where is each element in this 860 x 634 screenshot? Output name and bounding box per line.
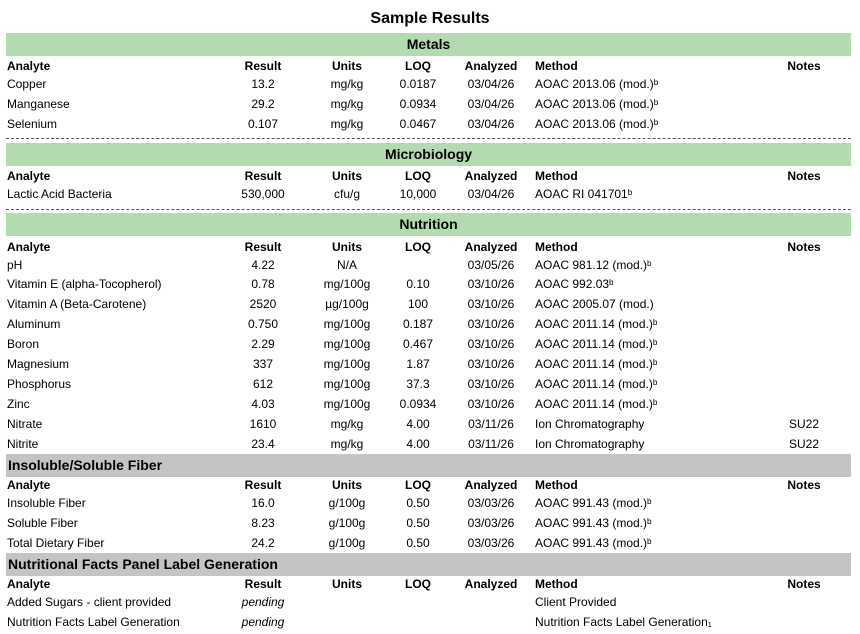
cell-analyzed: 03/03/26 [467,536,515,550]
cell-units: mg/100g [323,317,371,331]
cell-method: AOAC 2011.14 (mod.)ᵇ [535,317,658,331]
table-row [0,94,860,114]
table-row [0,493,860,513]
cell-units: mg/100g [323,337,371,351]
cell-result: 16.0 [251,496,275,510]
cell-loq: 0.0934 [399,97,437,111]
cell-analyte: Magnesium [7,357,70,371]
cell-units: mg/100g [323,397,371,411]
cell-analyzed: 03/04/26 [467,187,515,201]
cell-analyte: Lactic Acid Bacteria [7,187,112,201]
table-header-row [0,574,860,594]
cell-units: g/100g [328,496,366,510]
cell-units: N/A [336,258,357,272]
cell-loq: 0.50 [406,496,430,510]
col-header-analyzed: Analyzed [464,577,518,591]
cell-units: g/100g [328,516,366,530]
cell-analyte: Total Dietary Fiber [7,536,105,550]
cell-analyte: pH [7,258,23,272]
table-row [0,114,860,134]
cell-result: 4.03 [251,397,275,411]
table-row [0,533,860,553]
table-row [0,354,860,374]
cell-analyte: Selenium [7,117,58,131]
cell-units: cfu/g [333,187,360,201]
cell-analyte: Manganese [7,97,70,111]
table-row [0,184,860,204]
cell-analyte: Phosphorus [7,377,72,391]
cell-loq: 0.10 [406,277,430,291]
table-header-row [0,237,860,257]
col-header-loq: LOQ [405,169,431,183]
cell-result: 0.107 [247,117,279,131]
cell-method: AOAC 992.03ᵇ [535,277,614,291]
cell-analyte: Copper [7,77,47,91]
cell-result: pending [241,595,285,609]
cell-method: AOAC 981.12 (mod.)ᵇ [535,258,652,272]
cell-analyzed: 03/05/26 [467,258,515,272]
cell-loq: 1.87 [406,357,430,371]
section-header-fiber: Insoluble/Soluble Fiber [6,454,851,477]
cell-analyte: Vitamin E (alpha-Tocopherol) [7,277,162,291]
col-header-units: Units [332,169,362,183]
cell-result: 29.2 [251,97,275,111]
section-header-nutrition: Nutrition [6,213,851,236]
page-title: Sample Results [370,10,490,27]
col-header-result: Result [244,240,282,254]
col-header-method: Method [535,59,578,73]
col-header-notes: Notes [787,478,821,492]
col-header-analyzed: Analyzed [464,240,518,254]
col-header-method: Method [535,240,578,254]
cell-method: Nutrition Facts Label Generation₁ [535,615,712,629]
cell-analyzed: 03/04/26 [467,77,515,91]
cell-units: mg/kg [330,97,364,111]
cell-analyte: Nitrate [7,417,43,431]
table-row [0,414,860,434]
col-header-notes: Notes [787,240,821,254]
table-row [0,334,860,354]
cell-units: µg/100g [325,297,369,311]
cell-analyzed: 03/11/26 [468,417,514,431]
table-header-row [0,166,860,186]
cell-analyte: Boron [7,337,40,351]
col-header-analyte: Analyte [7,59,51,73]
cell-method: Client Provided [535,595,617,609]
cell-units: mg/100g [323,377,371,391]
col-header-analyzed: Analyzed [464,169,518,183]
col-header-analyte: Analyte [7,240,51,254]
cell-loq: 0.0934 [399,397,437,411]
col-header-notes: Notes [787,169,821,183]
table-row [0,274,860,294]
cell-notes: SU22 [788,417,820,431]
col-header-loq: LOQ [405,577,431,591]
cell-analyte: Nitrite [7,437,39,451]
cell-method: AOAC RI 041701ᵇ [535,187,633,201]
cell-analyzed: 03/10/26 [467,277,515,291]
col-header-analyte: Analyte [7,577,51,591]
cell-method: AOAC 2005.07 (mod.) [535,297,654,311]
section-divider [6,138,851,139]
col-header-loq: LOQ [405,478,431,492]
col-header-units: Units [332,240,362,254]
cell-analyzed: 03/10/26 [467,357,515,371]
table-row [0,314,860,334]
cell-units: g/100g [328,536,366,550]
cell-notes: SU22 [788,437,820,451]
cell-loq: 0.0467 [399,117,437,131]
table-row [0,434,860,454]
cell-result: 13.2 [251,77,275,91]
cell-method: AOAC 2011.14 (mod.)ᵇ [535,397,658,411]
cell-analyte: Aluminum [7,317,61,331]
cell-result: 2.29 [251,337,275,351]
cell-loq: 0.187 [402,317,434,331]
cell-analyzed: 03/10/26 [467,397,515,411]
col-header-units: Units [332,577,362,591]
cell-method: Ion Chromatography [535,417,645,431]
col-header-notes: Notes [787,59,821,73]
cell-method: AOAC 991.43 (mod.)ᵇ [535,496,652,510]
cell-analyzed: 03/10/26 [467,297,515,311]
cell-units: mg/kg [330,437,364,451]
cell-units: mg/kg [330,77,364,91]
cell-result: 530,000 [241,187,285,201]
cell-result: 23.4 [251,437,275,451]
cell-method: AOAC 2011.14 (mod.)ᵇ [535,377,658,391]
table-row [0,374,860,394]
cell-analyzed: 03/10/26 [467,317,515,331]
section-header-microbiology: Microbiology [6,143,851,166]
col-header-analyzed: Analyzed [464,478,518,492]
cell-loq: 10,000 [399,187,437,201]
table-header-row [0,56,860,76]
cell-analyzed: 03/10/26 [467,337,515,351]
cell-result: pending [241,615,285,629]
cell-method: AOAC 2011.14 (mod.)ᵇ [535,337,658,351]
col-header-analyzed: Analyzed [464,59,518,73]
table-row [0,294,860,314]
col-header-units: Units [332,478,362,492]
cell-analyte: Insoluble Fiber [7,496,86,510]
cell-analyte: Nutrition Facts Label Generation [7,615,180,629]
cell-analyte: Added Sugars - client provided [7,595,172,609]
cell-analyte: Vitamin A (Beta-Carotene) [7,297,147,311]
cell-method: AOAC 991.43 (mod.)ᵇ [535,516,652,530]
cell-result: 2520 [249,297,277,311]
col-header-notes: Notes [787,577,821,591]
cell-method: AOAC 2011.14 (mod.)ᵇ [535,357,658,371]
cell-method: Ion Chromatography [535,437,645,451]
col-header-analyte: Analyte [7,478,51,492]
cell-method: AOAC 2013.06 (mod.)ᵇ [535,97,659,111]
cell-loq: 0.50 [406,516,430,530]
table-row [0,513,860,533]
col-header-result: Result [244,59,282,73]
cell-units: mg/kg [330,117,364,131]
col-header-analyte: Analyte [7,169,51,183]
col-header-method: Method [535,169,578,183]
cell-result: 337 [252,357,274,371]
col-header-loq: LOQ [405,59,431,73]
cell-analyzed: 03/03/26 [467,496,515,510]
cell-analyzed: 03/04/26 [467,97,515,111]
cell-loq: 0.50 [406,536,430,550]
cell-analyzed: 03/04/26 [467,117,515,131]
cell-loq: 4.00 [406,437,430,451]
section-header-metals: Metals [6,33,851,56]
col-header-result: Result [244,478,282,492]
cell-method: AOAC 2013.06 (mod.)ᵇ [535,77,659,91]
table-row [0,612,860,632]
cell-analyte: Zinc [7,397,30,411]
table-row [0,74,860,94]
cell-result: 1610 [249,417,277,431]
cell-result: 24.2 [251,536,275,550]
cell-units: mg/100g [323,277,371,291]
table-row [0,255,860,275]
cell-analyzed: 03/11/26 [468,437,514,451]
cell-loq: 100 [407,297,429,311]
cell-analyte: Soluble Fiber [7,516,78,530]
cell-loq: 4.00 [406,417,430,431]
cell-result: 8.23 [251,516,275,530]
col-header-method: Method [535,577,578,591]
col-header-units: Units [332,59,362,73]
cell-units: mg/100g [323,357,371,371]
table-header-row [0,475,860,495]
section-header-nutrition-facts-label: Nutritional Facts Panel Label Generation [6,553,851,576]
cell-loq: 37.3 [406,377,430,391]
col-header-result: Result [244,169,282,183]
cell-analyzed: 03/03/26 [467,516,515,530]
col-header-loq: LOQ [405,240,431,254]
cell-result: 4.22 [251,258,275,272]
cell-method: AOAC 2013.06 (mod.)ᵇ [535,117,659,131]
table-row [0,592,860,612]
cell-analyzed: 03/10/26 [467,377,515,391]
cell-result: 0.750 [247,317,279,331]
cell-units: mg/kg [330,417,364,431]
cell-result: 612 [252,377,274,391]
cell-method: AOAC 991.43 (mod.)ᵇ [535,536,652,550]
cell-loq: 0.0187 [399,77,437,91]
table-row [0,394,860,414]
cell-result: 0.78 [251,277,275,291]
col-header-method: Method [535,478,578,492]
col-header-result: Result [244,577,282,591]
cell-loq: 0.467 [402,337,434,351]
section-divider [6,209,851,210]
